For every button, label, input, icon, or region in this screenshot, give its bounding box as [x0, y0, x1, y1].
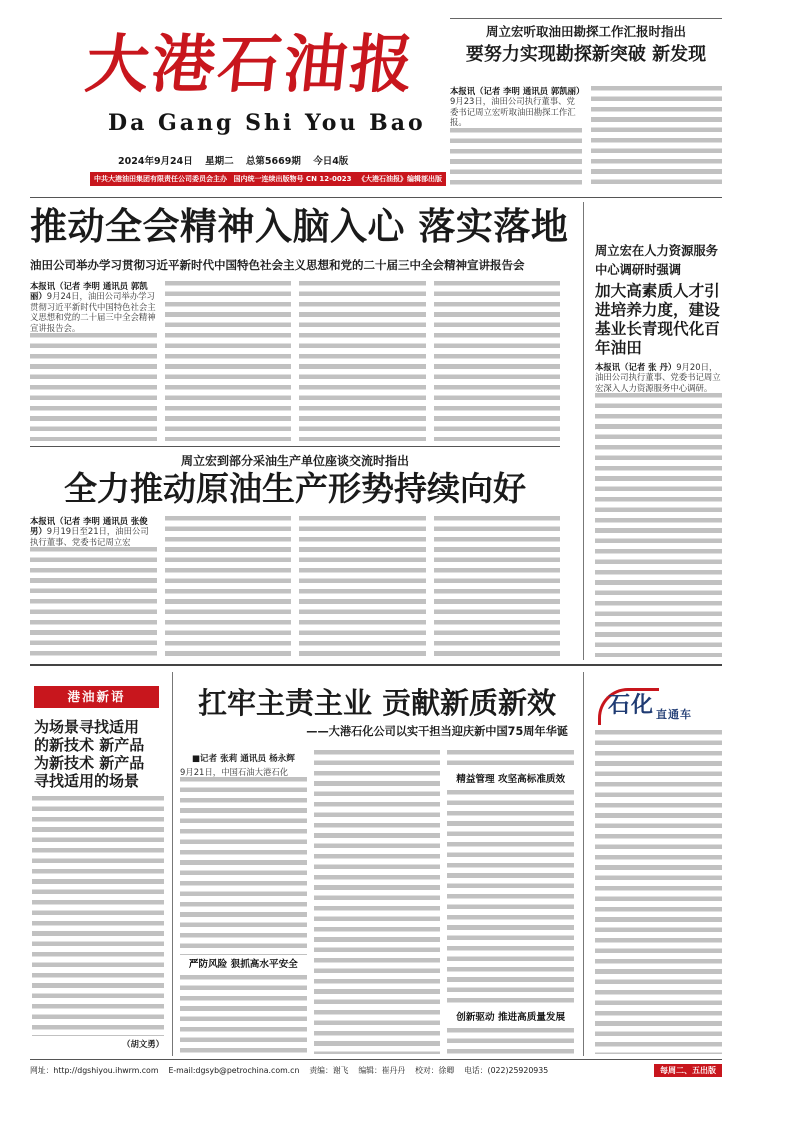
column-divider-upper [583, 202, 584, 660]
main-article-lead-text: 9月24日，油田公司举办学习贯彻习近平新时代中国特色社会主义思想和党的二十届三中全会精神宣讲报告会。 [30, 291, 156, 333]
middle-article-text-block [30, 547, 157, 658]
middle-article-lead [30, 516, 157, 547]
feature-subhead: ——大港石化公司以实干担当迎庆新中国75周年华诞 [306, 725, 568, 738]
main-headline: 推动全会精神入脑入心 落实落地 [30, 205, 569, 248]
middle-article-text-block [434, 516, 561, 658]
top-article-text-block [450, 128, 582, 190]
feature-lead: 9月21日，中国石油大港石化 [180, 767, 289, 777]
feature-text-block [447, 750, 574, 770]
column-divider-lower-left [172, 672, 173, 1056]
footer-rule [30, 1059, 722, 1060]
feature-section-heading: 精益管理 攻坚高标准质效 [456, 774, 566, 785]
middle-article-text-block [299, 516, 426, 658]
footer-editor: 编辑：崔丹丹 [358, 1065, 406, 1075]
band-serial: 国内统一连续出版物号 CN 12-0023 [233, 175, 352, 183]
brief-text-block [595, 730, 722, 1054]
top-article-headline: 要努力实现勘探新突破 新发现 [465, 44, 707, 65]
publisher-band [90, 172, 446, 186]
issue-date: 2024年9月24日 [118, 156, 193, 167]
rule-lower-section [30, 664, 722, 666]
middle-article-column-2 [165, 516, 292, 658]
top-article-text-block [591, 86, 723, 190]
issue-number: 总第5669期 [245, 156, 301, 167]
side-article-kicker: 周立宏在人力资源服务中心调研时强调 [595, 244, 718, 277]
middle-article-text-block [165, 516, 292, 658]
top-article-lead-text: 9月23日，油田公司执行董事、党委书记周立宏听取油田勘探工作汇报。 [450, 96, 576, 128]
top-article-lead-tag: 本报讯（记者 李明 通讯员 郭凯丽） [450, 86, 585, 96]
feature-byline: ■记者 张莉 通讯员 杨永辉 [191, 754, 295, 764]
side-article-text-block [595, 393, 722, 657]
column-title-line: 为新技术 新产品 [34, 754, 145, 772]
main-article-column-2 [165, 281, 292, 441]
main-article-text-block [434, 281, 561, 441]
brief-badge [598, 684, 720, 724]
masthead-pinyin: Da Gang Shi You Bao [108, 110, 426, 136]
main-article-body [30, 281, 560, 441]
side-article-body [595, 362, 722, 657]
side-article-lead-text: 9月20日，油田公司执行董事、党委书记周立宏深入人力资源服务中心调研。 [595, 362, 721, 393]
brief-badge-sub: 直通车 [656, 708, 692, 721]
main-article-lead [30, 281, 157, 333]
footer-proofreader: 校对：徐卿 [415, 1065, 455, 1075]
rule-under-masthead [30, 197, 722, 198]
middle-article-column-1 [30, 516, 157, 658]
side-article-lead-tag: 本报讯（记者 张 丹） [595, 362, 677, 372]
feature-headline: 扛牢主责主业 贡献新质新效 [197, 686, 557, 720]
band-publisher: 《大港石油报》编辑部出版 [358, 175, 442, 183]
rule-under-main-article [30, 446, 560, 447]
side-article-lead [595, 362, 722, 393]
main-article-column-3 [299, 281, 426, 441]
top-article-lead [450, 86, 585, 128]
top-article-kicker: 周立宏听取油田勘探工作汇报时指出 [450, 18, 722, 40]
feature-text-block [314, 750, 441, 1054]
column-text-block [32, 796, 164, 1036]
footer-schedule-tag: 每周二、五出版 [654, 1064, 722, 1077]
feature-section-heading: 严防风险 狠抓高水平安全 [188, 959, 298, 971]
main-article-text-block [299, 281, 426, 441]
column-title-line: 寻找适用的场景 [34, 772, 140, 790]
column-divider-lower-right [583, 672, 584, 1056]
masthead-logo: 大港石油报 [82, 27, 420, 101]
middle-article-body [30, 516, 560, 658]
middle-article-column-4 [434, 516, 561, 658]
column-badge: 港油新语 [34, 686, 159, 708]
column-signature: （胡文勇） [122, 1039, 164, 1049]
middle-article-kicker: 周立宏到部分采油生产单位座谈交流时指出 [180, 454, 409, 468]
column-title-line: 为场景寻找适用 [34, 718, 140, 736]
issue-pages: 今日4版 [313, 156, 349, 167]
feature-body [180, 750, 574, 1054]
feature-column-1 [180, 750, 307, 1054]
side-article-title: 加大高素质人才引进培养力度，建设基业长青现代化百年油田 [595, 282, 720, 357]
feature-text-block [447, 1028, 574, 1054]
main-article-column-4 [434, 281, 561, 441]
feature-column-3 [447, 750, 574, 1054]
middle-article-lead-text: 9月19日至21日，油田公司执行董事、党委书记周立宏 [30, 526, 149, 547]
feature-column-2 [314, 750, 441, 1054]
feature-text-block [447, 790, 574, 1008]
main-article-lead-tag: 本报讯（记者 李明 通讯员 郭凯丽） [30, 281, 148, 302]
issue-weekday: 星期二 [205, 156, 234, 167]
top-article-column-2 [591, 86, 723, 190]
column-title [34, 718, 164, 790]
brief-badge-main: 石化 [608, 693, 655, 718]
feature-section-heading: 创新驱动 推进高质量发展 [456, 1012, 566, 1023]
footer-email[interactable]: E-mail:dgsyb@petrochina.com.cn [168, 1065, 300, 1075]
footer-website[interactable]: 网址：http://dgshiyou.ihwrm.com [30, 1065, 159, 1075]
issue-dateline [118, 153, 357, 167]
column-title-line: 的新技术 新产品 [34, 736, 145, 754]
feature-text-block [180, 777, 307, 955]
footer-chief-editor: 责编：谢飞 [309, 1065, 349, 1075]
footer [30, 1063, 722, 1077]
middle-article-headline: 全力推动原油生产形势持续向好 [64, 469, 526, 508]
top-article-body [450, 86, 722, 190]
middle-article-column-3 [299, 516, 426, 658]
main-subhead: 油田公司举办学习贯彻习近平新时代中国特色社会主义思想和党的二十届三中全会精神宣讲报告会 [30, 258, 525, 272]
feature-text-block [180, 975, 307, 1054]
main-article-column-1 [30, 281, 157, 441]
middle-article-lead-tag: 本报讯（记者 李明 通讯员 张俊男） [30, 516, 148, 537]
top-article-column-1 [450, 86, 585, 190]
main-article-text-block [30, 333, 157, 441]
main-article-text-block [165, 281, 292, 441]
band-sponsor: 中共大港油田集团有限责任公司委员会主办 [94, 175, 227, 183]
footer-phone: 电话：(022)25920935 [464, 1065, 549, 1075]
